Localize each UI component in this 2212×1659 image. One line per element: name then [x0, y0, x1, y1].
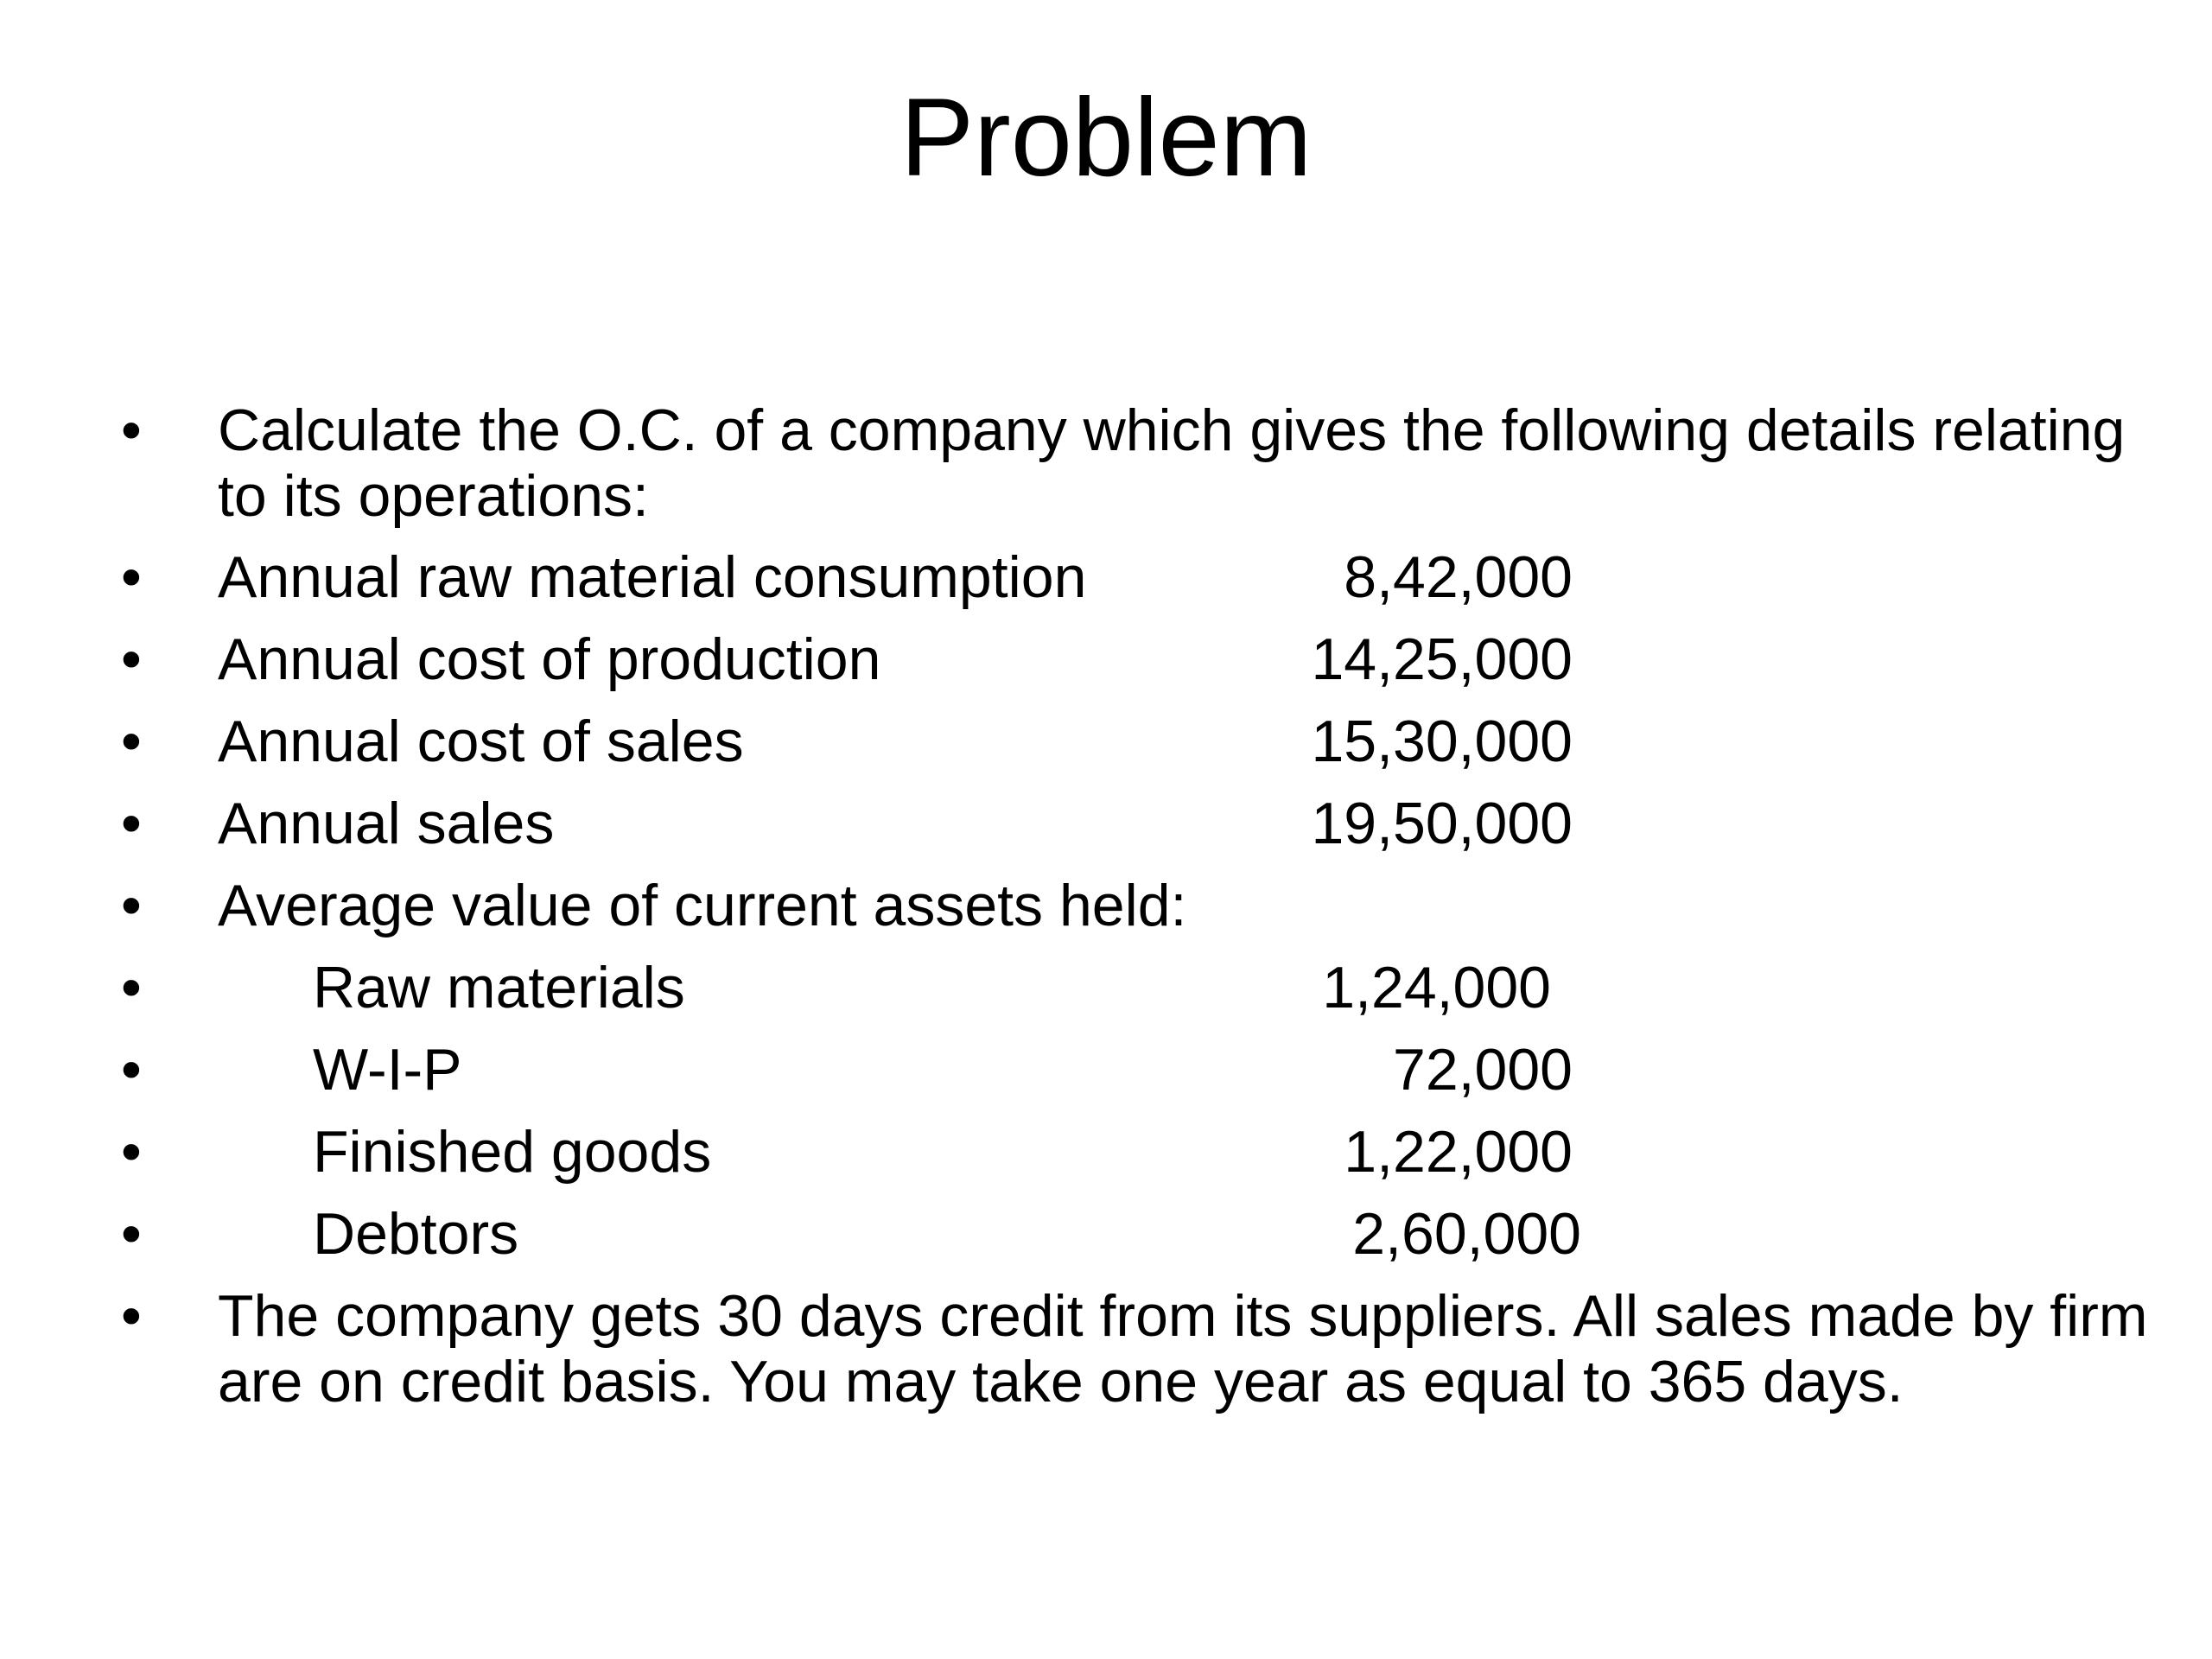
- asset-value: 1,22,000: [1344, 1119, 1573, 1185]
- assets-heading-text: Average value of current assets held:: [218, 873, 1187, 938]
- bullet-dot: •: [121, 397, 142, 463]
- bullet-dot: •: [121, 1037, 142, 1103]
- asset-value: 2,60,000: [1352, 1201, 1581, 1267]
- asset-label: Finished goods: [313, 1119, 712, 1185]
- bullet-dot: •: [121, 709, 142, 774]
- bullet-dot: •: [121, 544, 142, 610]
- asset-label: Raw materials: [313, 955, 685, 1020]
- asset-value: 72,000: [1393, 1037, 1573, 1103]
- item-value: 14,25,000: [1311, 626, 1573, 692]
- bullet-dot: •: [121, 1283, 142, 1349]
- item-label: Annual sales: [218, 791, 555, 856]
- bullet-assets-heading: [121, 873, 2108, 942]
- item-value: 15,30,000: [1311, 709, 1573, 774]
- bullet-item-raw-material-consumption: [121, 544, 1573, 613]
- slide-title: Problem: [899, 76, 1313, 200]
- bullet-dot: •: [121, 1201, 142, 1267]
- intro-text: Calculate the O.C. of a company which gives the following details relating to its operations:: [218, 397, 2126, 529]
- bullet-dot: •: [121, 873, 142, 938]
- asset-label: Debtors: [313, 1201, 519, 1267]
- bullet-asset-finished-goods: [121, 1119, 1573, 1188]
- bullet-dot: •: [121, 955, 142, 1020]
- bullet-dot: •: [121, 1119, 142, 1185]
- bullet-dot: •: [121, 626, 142, 692]
- bullet-item-cost-of-production: [121, 626, 1573, 696]
- item-label: Annual cost of production: [218, 626, 881, 692]
- bullet-asset-wip: [121, 1037, 1573, 1106]
- asset-label: W-I-P: [313, 1037, 462, 1103]
- bullet-dot: •: [121, 791, 142, 856]
- bullet-closing: [121, 1283, 2148, 1491]
- bullet-asset-debtors: [121, 1201, 1581, 1270]
- bullet-asset-raw-materials: [121, 955, 1551, 1024]
- closing-text: The company gets 30 days credit from its suppliers. All sales made by firm are on credit basis. You may take one year as equal to 365 days.: [218, 1283, 2148, 1414]
- item-label: Annual raw material consumption: [218, 544, 1087, 610]
- item-value: 8,42,000: [1344, 544, 1573, 610]
- asset-value: 1,24,000: [1322, 955, 1551, 1020]
- bullet-item-cost-of-sales: [121, 709, 1573, 778]
- item-label: Annual cost of sales: [218, 709, 744, 774]
- bullet-item-annual-sales: [121, 791, 1573, 860]
- item-value: 19,50,000: [1311, 791, 1573, 856]
- bullet-intro: [121, 397, 2126, 536]
